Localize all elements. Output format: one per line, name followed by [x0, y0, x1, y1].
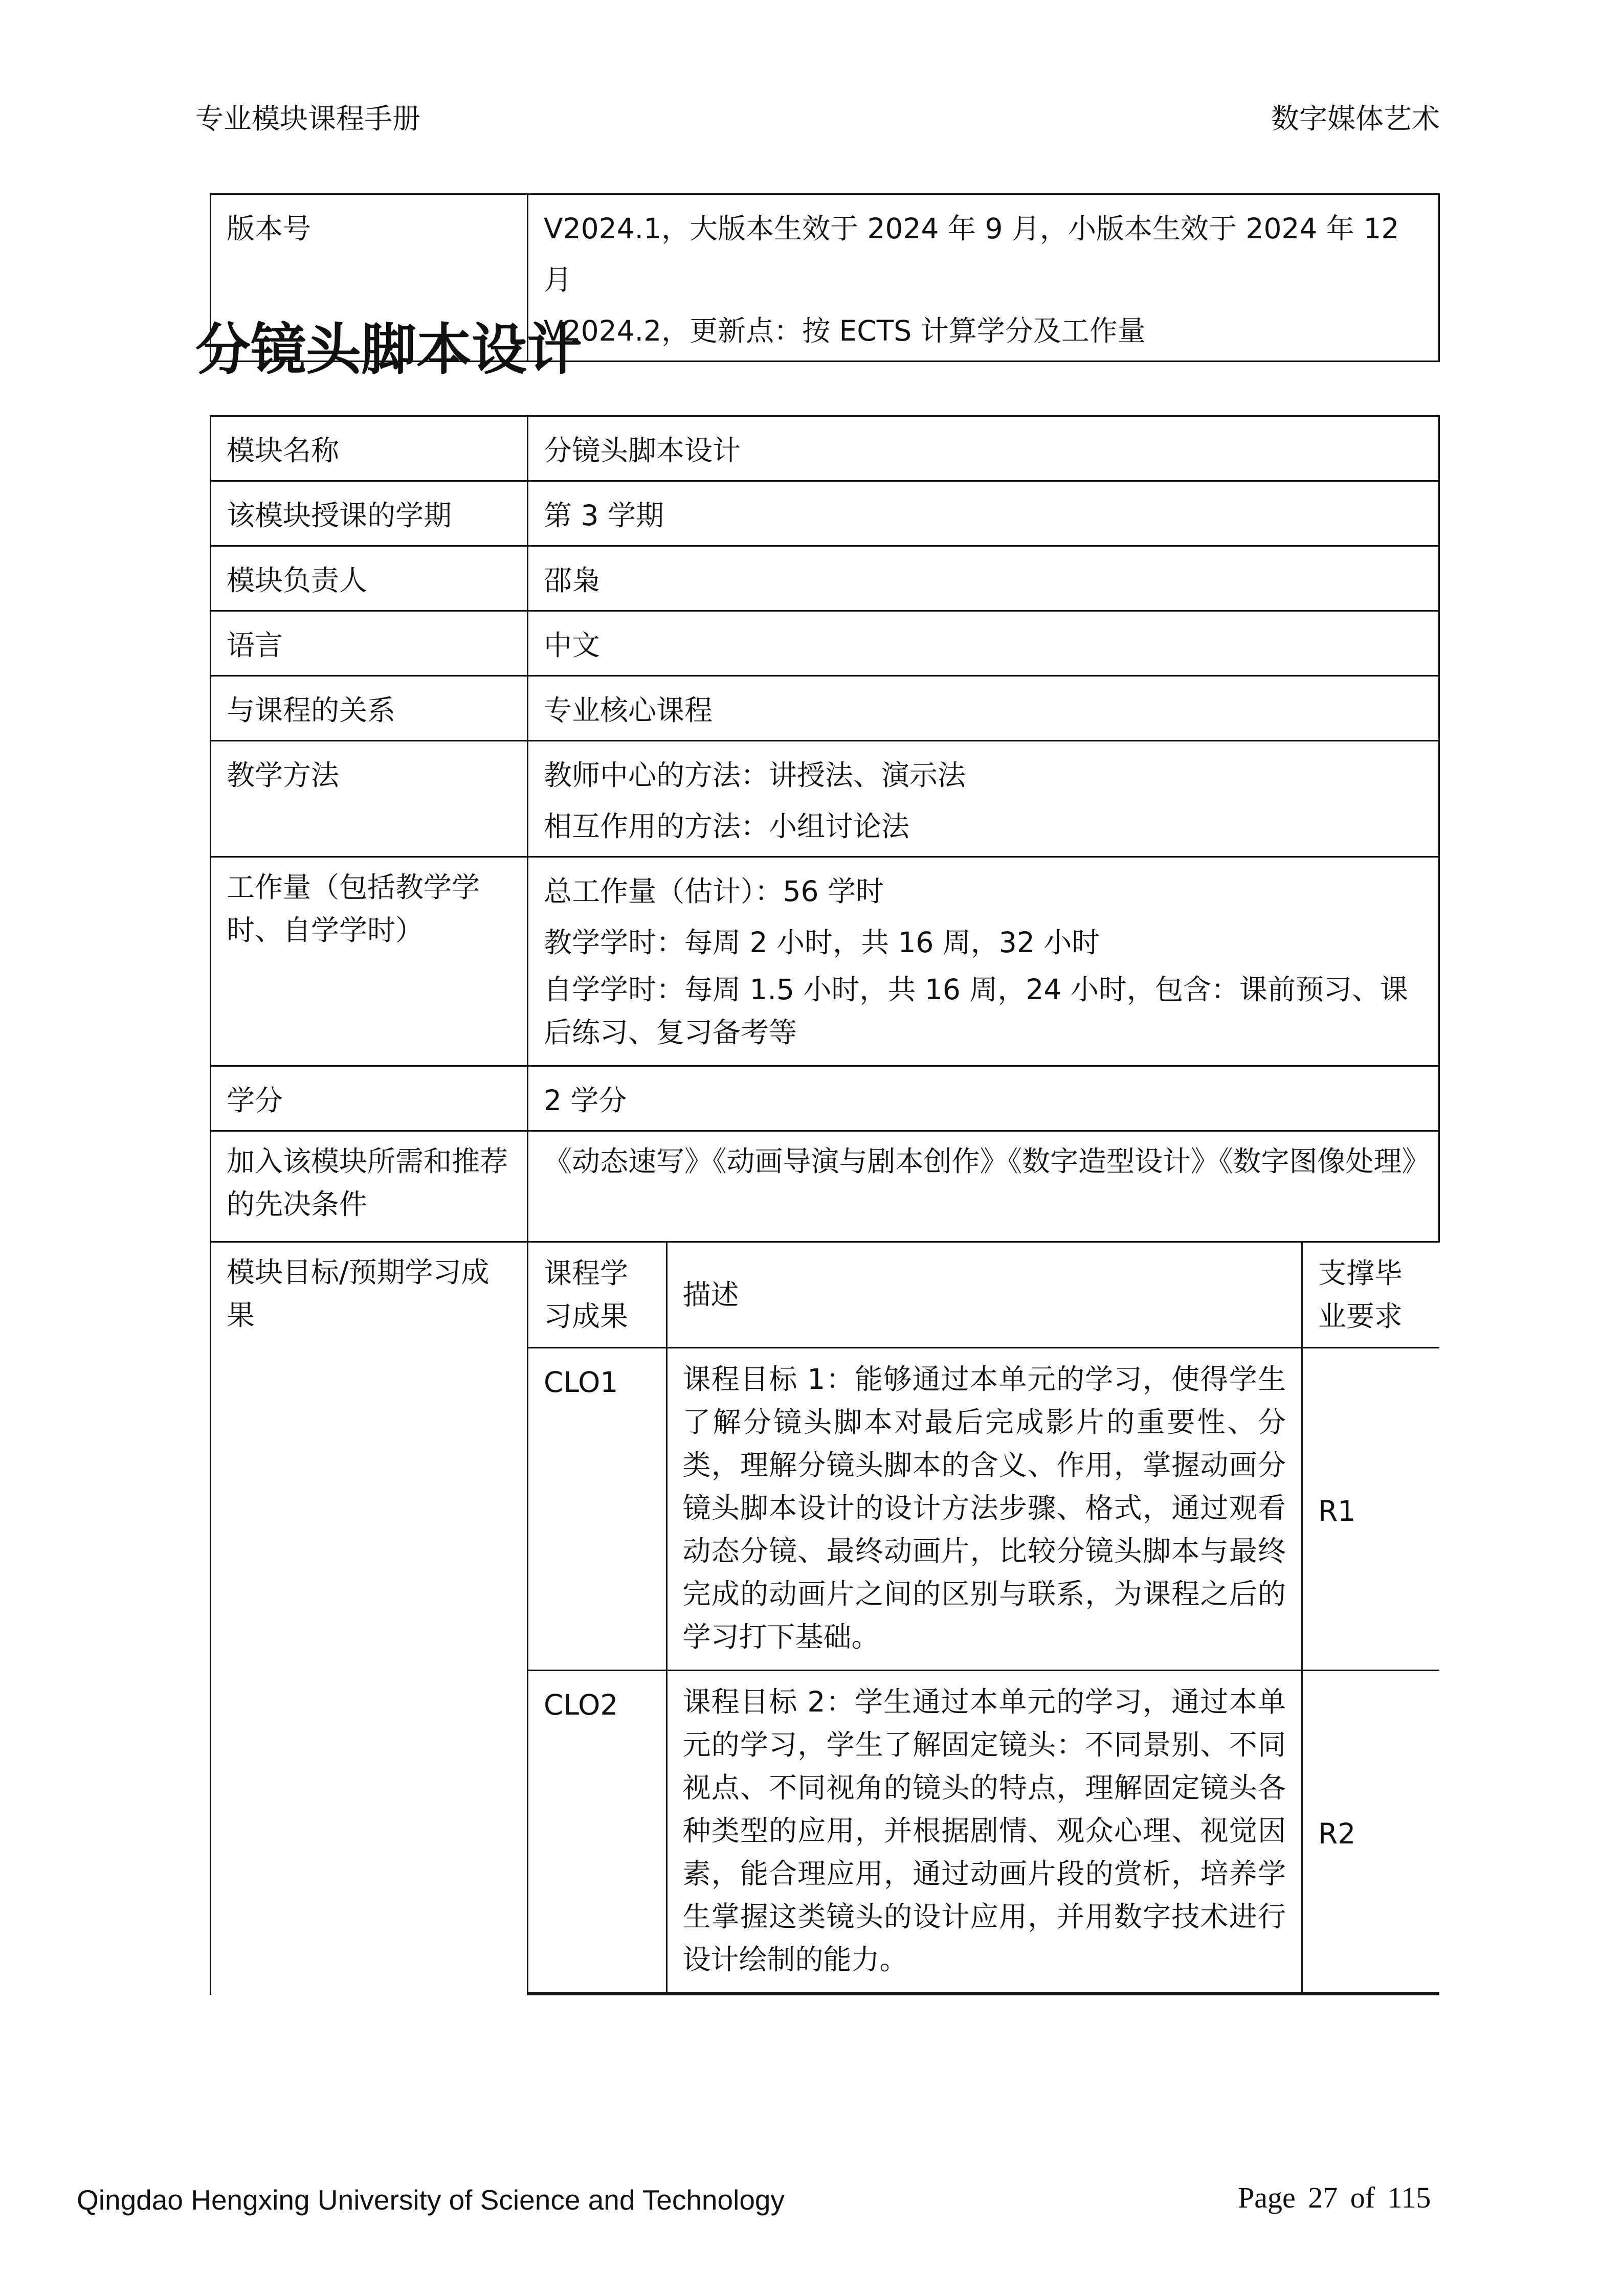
clo-code: CLO1: [528, 1348, 666, 1671]
version-line-2: V2024.2，更新点：按 ECTS 计算学分及工作量: [544, 314, 1146, 347]
clo-head-support: 支撑毕业要求: [1302, 1243, 1439, 1348]
clo-head-desc: 描述: [666, 1243, 1302, 1348]
workload-value: [528, 857, 1439, 1066]
clo-code: CLO2: [528, 1671, 666, 1993]
workload-line-1: 总工作量（估计）：56 学时: [544, 875, 884, 908]
footer-university: Qingdao Hengxing University of Science and Technology: [77, 2184, 785, 2216]
header-left: 专业模块课程手册: [195, 102, 421, 135]
semester-value: 第 3 学期: [528, 481, 1439, 546]
version-line-1: V2024.1，大版本生效于 2024 年 9 月，小版本生效于 2024 年 12 月: [544, 212, 1399, 296]
credit-label: 学分: [211, 1066, 528, 1131]
clo-cell: [528, 1242, 1439, 1995]
clo-desc: 课程目标 1：能够通过本单元的学习，使得学生了解分镜头脚本对最后完成影片的重要性、分类，理解分镜头脚本的含义、作用，掌握动画分镜头脚本设计的设计方法步骤、格式，通过观看动态分镜、最终动画片，比较分镜头脚本与最终完成的动画片之间的区别与联系，为课程之后的学习打下基础。: [666, 1348, 1302, 1671]
clo-row: [528, 1348, 1439, 1671]
name-value: 分镜头脚本设计: [528, 416, 1439, 481]
clo-support: R2: [1302, 1671, 1439, 1993]
workload-line-3: 自学学时：每周 1.5 小时，共 16 周，24 小时，包含：课前预习、课后练习、复习备考等: [544, 973, 1408, 1049]
language-value: 中文: [528, 611, 1439, 676]
name-label: 模块名称: [211, 416, 528, 481]
page-title: 分镜头脚本设计: [195, 318, 583, 382]
workload-line-2: 教学学时：每周 2 小时，共 16 周，32 小时: [544, 926, 1100, 959]
prereq-value: 《动态速写》《动画导演与剧本创作》《数字造型设计》《数字图像处理》: [528, 1131, 1439, 1242]
relation-value: 专业核心课程: [528, 676, 1439, 741]
goals-label: 模块目标/预期学习成果: [211, 1242, 528, 1995]
clo-head-code: 课程学习成果: [528, 1243, 666, 1348]
method-line-2: 相互作用的方法：小组讨论法: [544, 810, 910, 843]
prereq-label: 加入该模块所需和推荐的先决条件: [211, 1131, 528, 1242]
workload-label: 工作量（包括教学学时、自学学时）: [211, 857, 528, 1066]
header-right: 数字媒体艺术: [1271, 102, 1440, 135]
method-value: [528, 741, 1439, 857]
semester-label: 该模块授课的学期: [211, 481, 528, 546]
relation-label: 与课程的关系: [211, 676, 528, 741]
footer-page-number: Page 27 of 115: [1238, 2181, 1431, 2214]
method-label: 教学方法: [211, 741, 528, 857]
module-table: [210, 415, 1440, 1995]
language-label: 语言: [211, 611, 528, 676]
clo-desc: 课程目标 2：学生通过本单元的学习，通过本单元的学习，学生了解固定镜头：不同景别、不同视点、不同视角的镜头的特点，理解固定镜头各种类型的应用，并根据剧情、观众心理、视觉因素，能合理应用，通过动画片段的赏析，培养学生掌握这类镜头的设计应用，并用数字技术进行设计绘制的能力。: [666, 1671, 1302, 1993]
clo-row: [528, 1671, 1439, 1993]
method-line-1: 教师中心的方法：讲授法、演示法: [544, 759, 966, 792]
owner-value: 邵枭: [528, 546, 1439, 611]
version-label: 版本号: [211, 194, 528, 362]
version-value: [528, 194, 1439, 362]
clo-table: [528, 1243, 1439, 1994]
clo-support: R1: [1302, 1348, 1439, 1671]
owner-label: 模块负责人: [211, 546, 528, 611]
credit-value: 2 学分: [528, 1066, 1439, 1131]
